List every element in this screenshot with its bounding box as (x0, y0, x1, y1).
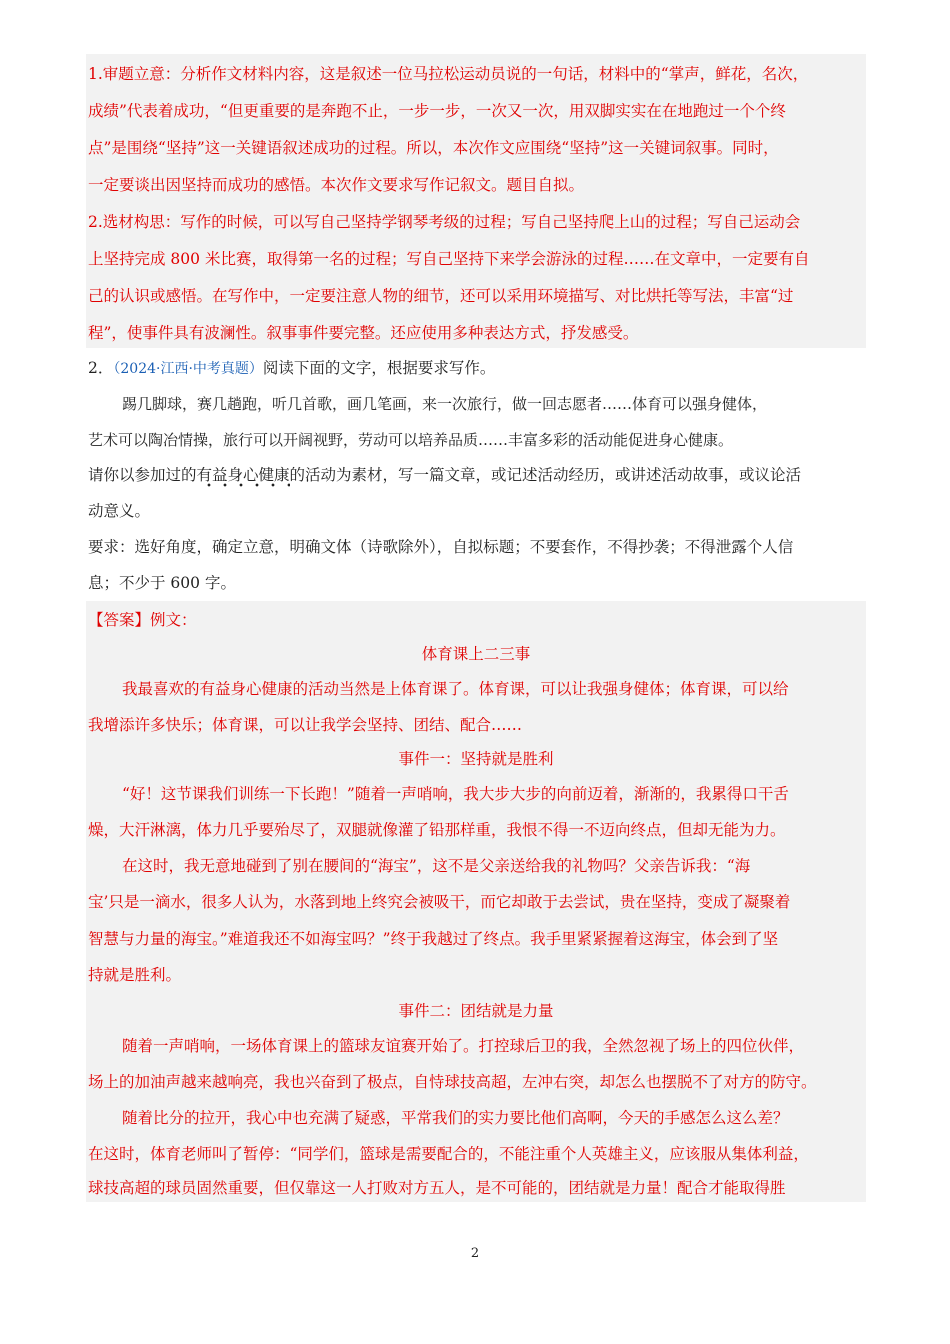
requirement-line: 息；不少于 600 字。 (88, 574, 236, 592)
analysis-line: 成绩”代表着成功，“但更重要的是奔跑不止，一步一步，一次又一次，用双脚实实在在地跑过一个个终 (88, 102, 786, 120)
essay-line: 随着一声哨响，一场体育课上的篮球友谊赛开始了。打控球后卫的我，全然忽视了场上的四位伙伴， (122, 1037, 805, 1055)
question-prompt: 阅读下面的文字，根据要求写作。 (262, 359, 496, 377)
analysis-line: 1.审题立意：分析作文材料内容，这是叙述一位马拉松运动员说的一句话，材料中的“掌声，鲜花，名次， (88, 65, 809, 83)
answer-header (88, 602, 864, 639)
essay-line: 智慧与力量的海宝。”难道我还不如海宝吗？”终于我越过了终点。我手里紧紧握着这海宝，体会到了坚 (88, 930, 779, 948)
emphasized-phrase: 有益身心健康 (197, 466, 290, 488)
essay-line: 球技高超的球员固然重要，但仅靠这一人打败对方五人，是不可能的，团结就是力量！配合才能取得胜 (88, 1179, 786, 1197)
task-text: 请你以参加过的 (88, 466, 197, 484)
material-line: 艺术可以陶冶情操，旅行可以开阔视野，劳动可以培养品质……丰富多彩的活动能促进身心健康。 (88, 431, 734, 449)
essay-title: 体育课上二三事 (421, 645, 531, 663)
analysis-line: 己的认识或感悟。在写作中，一定要注意人物的细节，还可以采用环境描写、对比烘托等写法，丰富“过 (88, 287, 794, 305)
task-text: 的活动为素材，写一篇文章，或记述活动经历，或讲述活动故事，或议论活 (289, 466, 802, 484)
answer-tag: 【答案】 (88, 611, 151, 629)
task-line (88, 457, 864, 494)
task-line: 动意义。 (88, 502, 151, 520)
essay-heading: 事件一：坚持就是胜利 (398, 750, 554, 768)
material-line: 踢几脚球，赛几趟跑，听几首歌，画几笔画，来一次旅行，做一回志愿者……体育可以强身健体， (122, 395, 768, 413)
analysis-line: 点”是围绕“坚持”这一关键语叙述成功的过程。所以，本次作文应围绕“坚持”这一关键词叙事。同时， (88, 139, 779, 157)
page-number: 2 (470, 1246, 480, 1261)
essay-line: 随着比分的拉开，我心中也充满了疑惑，平常我们的实力要比他们高啊，今天的手感怎么这么差？ (122, 1109, 789, 1127)
essay-line: 在这时，体育老师叫了暂停：“同学们，篮球是需要配合的，不能注重个人英雄主义，应该服从集体利益， (88, 1145, 809, 1163)
analysis-line: 程”，使事件具有波澜性。叙事事件要完整。还应使用多种表达方式，抒发感受。 (88, 324, 639, 342)
essay-line: 燥，大汗淋漓，体力几乎要殆尽了，双腿就像灌了铅那样重，我恨不得一不迈向终点，但却无能为力。 (88, 821, 786, 839)
requirement-line: 要求：选好角度，确定立意，明确文体（诗歌除外），自拟标题；不要套作，不得抄袭；不得泄露个人信 (88, 538, 794, 556)
essay-line: “好！这节课我们训练一下长跑！”随着一声哨响，我大步大步的向前迈着，渐渐的，我累得口干舌 (122, 785, 789, 803)
question-number: 2． (88, 359, 114, 377)
analysis-line: 上坚持完成 800 米比赛，取得第一名的过程；写自己坚持下来学会游泳的过程……在文章中，一定要有自 (88, 250, 810, 268)
analysis-line: 一定要谈出因坚持而成功的感悟。本次作文要求写作记叙文。题目自拟。 (88, 176, 585, 194)
essay-line: 场上的加油声越来越响亮，我也兴奋到了极点，自恃球技高超，左冲右突，却怎么也摆脱不了对方的防守。 (88, 1073, 817, 1091)
analysis-line: 2.选材构思：写作的时候，可以写自己坚持学钢琴考级的过程；写自己坚持爬上山的过程；写自己运动会 (88, 213, 801, 231)
essay-line: 持就是胜利。 (88, 966, 182, 984)
essay-line: 宝’只是一滴水，很多人认为，水落到地上终究会被吸干，而它却敢于去尝试，贵在坚持，变成了凝聚着 (88, 893, 791, 911)
question-line (88, 350, 864, 388)
essay-line: 我增添许多快乐；体育课，可以让我学会坚持、团结、配合…… (88, 716, 523, 734)
answer-label: 例文： (150, 611, 197, 629)
essay-line: 在这时，我无意地碰到了别在腰间的“海宝”，这不是父亲送给我的礼物吗？父亲告诉我：“海 (122, 857, 751, 875)
essay-line: 我最喜欢的有益身心健康的活动当然是上体育课了。体育课，可以让我强身健体；体育课，可以给 (122, 680, 789, 698)
essay-heading: 事件二：团结就是力量 (398, 1002, 554, 1020)
question-source: （2024·江西·中考真题） (113, 361, 263, 377)
